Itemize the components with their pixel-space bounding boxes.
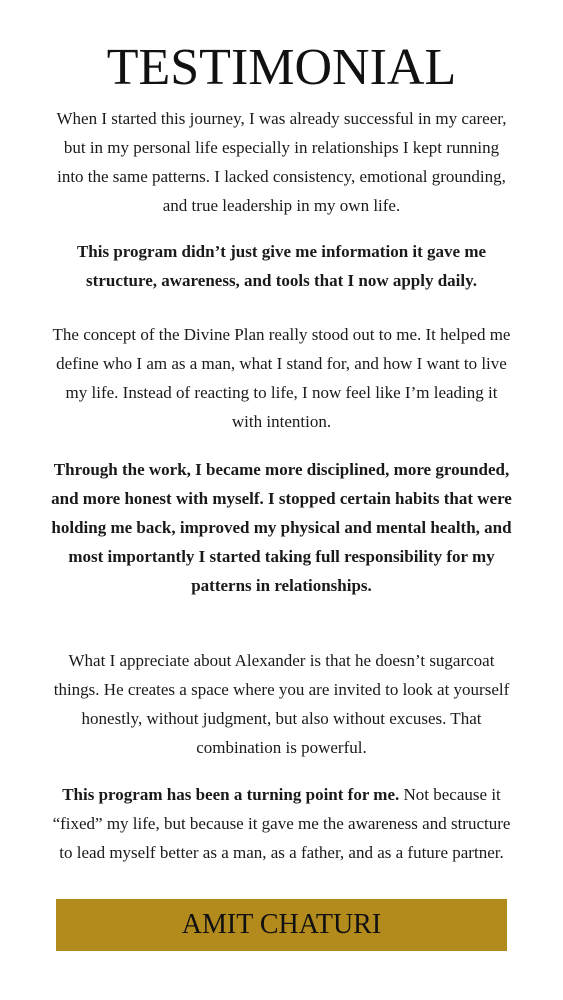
author-name-bar — [56, 899, 507, 951]
testimonial-paragraph-highlight: This program didn’t just give me information it gave me structure, awareness, and tools that I now apply daily. — [76, 242, 487, 290]
testimonial-paragraph-results: Through the work, I became more disciplined, more grounded, and more honest with myself. I stopped certain habits that were holding me back, improved my physical and mental health, and most importantly I started taking full responsibility for my patterns in relationships. — [51, 460, 512, 595]
author-name: AMIT CHATURI — [181, 909, 382, 940]
page-title: TESTIMONIAL — [106, 39, 457, 96]
testimonial-paragraph-divine-plan: The concept of the Divine Plan really stood out to me. It helped me define who I am as a man, what I stand for, and how I want to live my life. Instead of reacting to life, I now feel like I’m leading it with intention. — [52, 325, 511, 431]
conclusion-rest-text: Not because it “fixed” my life, but because it gave me the awareness and structure to lead myself better as a man, as a father, and as a future partner. — [52, 785, 511, 862]
testimonial-paragraph-appreciation: What I appreciate about Alexander is that he doesn’t sugarcoat things. He creates a space where you are invited to look at yourself honestly, without judgment, but also without excuses. That combination is powerful. — [53, 651, 510, 757]
testimonial-paragraph-intro: When I started this journey, I was already successful in my career, but in my personal life especially in relationships I kept running into the same patterns. I lacked consistency, emotional grounding, and true leadership in my own life. — [56, 109, 507, 215]
testimonial-paragraph-conclusion — [50, 780, 513, 867]
conclusion-bold-text: This program has been a turning point for me. — [62, 785, 400, 804]
